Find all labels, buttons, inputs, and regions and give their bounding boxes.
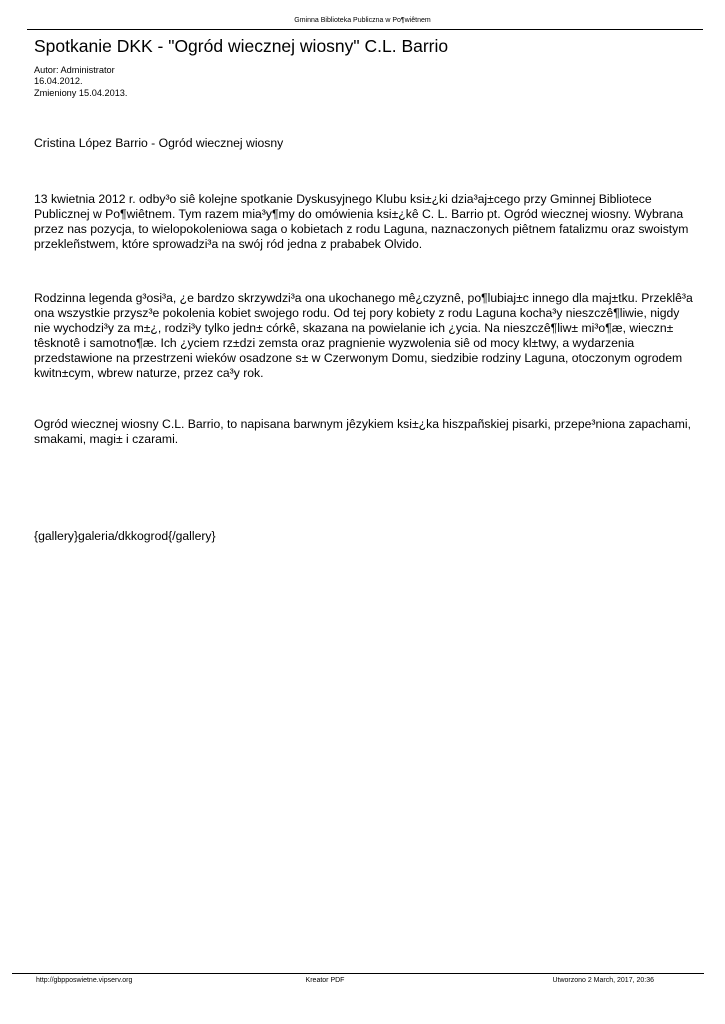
meeting-paragraph: 13 kwietnia 2012 r. odby³o siê kolejne spotkanie Dyskusyjnego Klubu ksi±¿ki dzia³aj±cego przy Gminnej Bibliotece Publicznej w Po¶wiêtnem. Tym razem mia³y¶my do omówienia ksi±¿kê C. L. Barrio pt. Ogród wiecznej wiosny. Wybrana przez nas pozycja, to wielopokoleniowa saga o kobietach z rodu Laguna, naznaczonych piêtnem fatalizmu oraz swoistym przekleñstwem, które sprowadzi³a na swój ród jedna z prababek Olvido. [34,192,689,251]
footer-created-date: Utworzono 2 March, 2017, 20:36 [552,977,654,984]
book-heading-paragraph: Cristina López Barrio - Ogród wiecznej wiosny [34,136,284,150]
article-meta [34,65,127,99]
legend-paragraph: Rodzinna legenda g³osi³a, ¿e bardzo skrzywdzi³a ona ukochanego mê¿czyznê, po¶lubiaj±c innego dla maj±tku. Przeklê³a ona wszystkie przysz³e pokolenia kobiet swojego rodu. Od tej pory kobiety z rodu Laguna kocha³y nieszczê¶liwie, nigdy nie wychodzi³y za m±¿, rodzi³y tylko jedn± córkê, skazana na powielanie ich ¿ycia. Na nieszczê¶liw± mi³o¶æ, wieczn± têsknotê i samotno¶æ. Ich ¿yciem rz±dzi zemsta oraz pragnienie wyzwolenia siê od mocy kl±twy, a wydarzenia przedstawione na przestrzeni wieków osadzone s± w Czerwonym Domu, siedzibie rodziny Laguna, otoczonym ogrodem kwitn±cym, wbrew naturze, przez ca³y rok. [34,291,693,380]
page-title: Spotkanie DKK - "Ogród wiecznej wiosny" C.L. Barrio [34,36,449,56]
summary-paragraph: Ogród wiecznej wiosny C.L. Barrio, to napisana barwnym jêzykiem ksi±¿ka hiszpañskiej pisarki, przepe³niona zapachami, smakami, magi± i czarami. [34,417,691,446]
header-divider [27,29,703,30]
modified-date: Zmieniony 15.04.2013. [34,87,128,98]
gallery-tag-paragraph: {gallery}galeria/dkkogrod{/gallery} [34,529,216,543]
publish-date: 16.04.2012. [34,76,83,87]
site-header: Gminna Biblioteka Publiczna w Po¶wiêtnem [294,17,431,24]
footer-divider [12,973,704,974]
footer-url: http://gbpposwietne.vipserv.org [36,977,133,984]
author-line: Autor: Administrator [34,65,115,75]
footer-generator: Kreator PDF [305,977,345,984]
